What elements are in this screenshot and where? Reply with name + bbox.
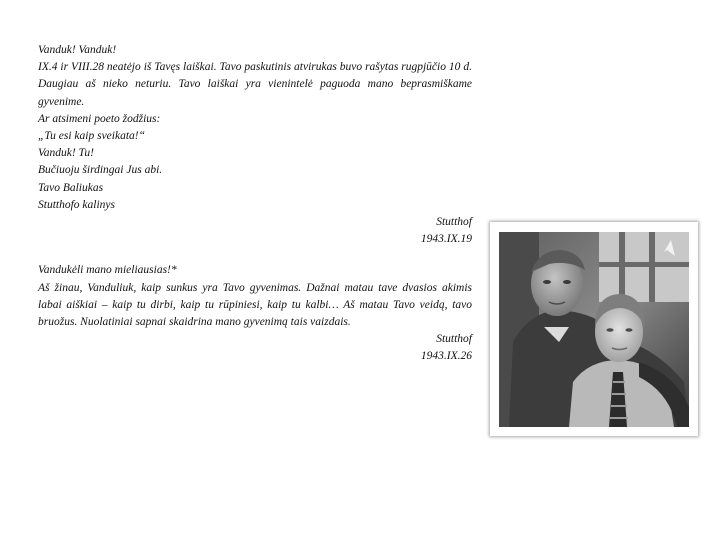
letter-1-quote: „Tu esi kaip sveikata!“ — [38, 130, 146, 143]
letter-2-date: 1943.IX.26 — [420, 350, 472, 363]
portrait-photo-icon — [499, 232, 689, 427]
letter-2-greeting: Vandukėli mano mieliausias!* — [38, 264, 177, 277]
letter-1-date: 1943.IX.19 — [420, 233, 472, 246]
letter-1-greeting: Vanduk! Vanduk! — [38, 44, 117, 56]
letter-2 — [38, 262, 472, 365]
letter-2-place: Stutthof — [436, 333, 472, 346]
letter-2-body: Aš žinau, Vanduliuk, kaip sunkus yra Tavo gyvenimas. Dažnai matau tave dvasios akimis labai aiškiai – kaip tu dirbi, kaip tu rūpiniesi, kaip tu kalbi… Aš matau Tavo veidą, tavo bruožus. Nuolatiniai sapnai skaidrina mano gyvenimą tais vaizdais. — [38, 281, 472, 329]
letter-1-poet-line: Ar atsimeni poeto žodžius: — [38, 112, 161, 125]
letter-1-body: IX.4 ir VIII.28 neatėjo iš Tavęs laiškai. Tavo paskutinis atvirukas buvo rašytas rugpjūčio 10 d. Daugiau aš nieko neturiu. Tavo laiškai yra vienintelė paguoda mano beprasmiškame gyvenime. — [38, 61, 472, 108]
letters-text — [38, 42, 472, 366]
letter-1-prisoner-note: Stutthofo kalinys — [38, 198, 115, 211]
letter-1-signature: Tavo Baliukas — [38, 181, 104, 194]
letter-1-exclamation: Vanduk! Tu! — [38, 147, 94, 160]
letter-1-place: Stutthof — [436, 216, 472, 229]
letter-1-closing: Bučiuoju širdingai Jus abi. — [38, 164, 163, 177]
letter-1 — [38, 42, 472, 248]
photo-frame — [490, 222, 698, 436]
